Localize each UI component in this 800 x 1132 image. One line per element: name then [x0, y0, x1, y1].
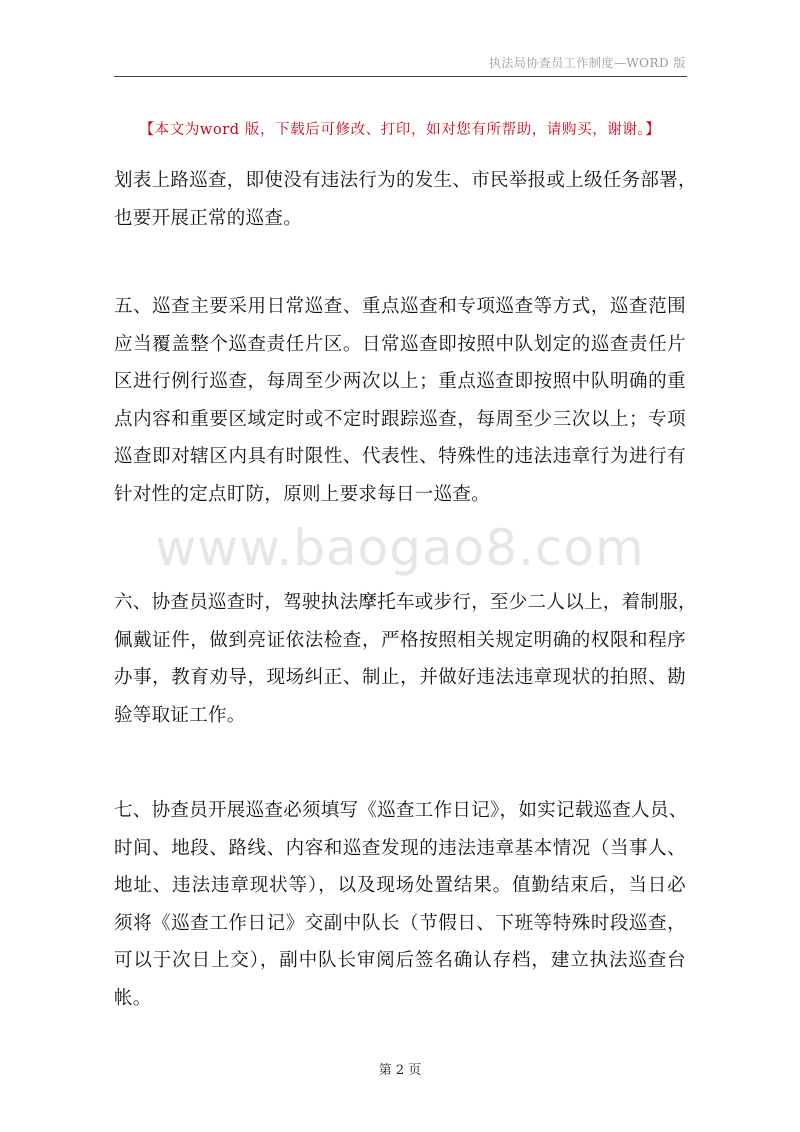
paragraph-item-seven [114, 792, 686, 1017]
paragraph-line: 也要开展正常的巡查。 [114, 207, 303, 229]
paragraph-line: 五、巡查主要采用日常巡查、重点巡查和专项巡查等方式，巡查范围 [114, 296, 686, 317]
header-divider [114, 76, 687, 77]
paragraph-item-five [114, 288, 686, 513]
running-header: 执法局协查员工作制度—WORD 版 [488, 56, 686, 70]
paragraph-item-six [114, 584, 697, 734]
paragraph-line: 验等取证工作。 [114, 704, 246, 726]
paragraph-line: 应当覆盖整个巡查责任片区。日常巡查即按照中队划定的巡查责任片 [114, 333, 686, 355]
paragraph-line: 须将《巡查工作日记》交副中队长（节假日、下班等特殊时段巡查， [114, 912, 686, 934]
paragraph-line: 办事，教育劝导，现场纠正、制止，并做好违法违章现状的拍照、勘 [114, 667, 686, 688]
paragraph-continuation [114, 162, 697, 237]
paragraph-line: 划表上路巡查，即使没有违法行为的发生、市民举报或上级任务部署， [114, 170, 697, 191]
paragraph-line: 点内容和重要区域定时或不定时跟踪巡查，每周至少三次以上；专项 [114, 408, 686, 430]
watermark: www.baogao8.com [155, 519, 645, 577]
paragraph-line: 区进行例行巡查，每周至少两次以上；重点巡查即按照中队明确的重 [114, 371, 686, 392]
paragraph-line: 佩戴证件，做到亮证依法检查，严格按照相关规定明确的权限和程序 [114, 629, 686, 651]
download-notice: 【本文为word 版，下载后可修改、打印，如对您有所帮助，请购买，谢谢。】 [139, 122, 661, 138]
paragraph-line: 巡查即对辖区内具有时限性、代表性、特殊性的违法违章行为进行有 [114, 446, 686, 467]
paragraph-line: 帐。 [114, 987, 152, 1009]
paragraph-line: 六、协查员巡查时，驾驶执法摩托车或步行，至少二人以上，着制服， [114, 592, 697, 613]
paragraph-line: 时间、地段、路线、内容和巡查发现的违法违章基本情况（当事人、 [114, 837, 686, 859]
page-number: 第 2 页 [378, 1063, 422, 1078]
paragraph-line: 地址、违法违章现状等），以及现场处置结果。值勤结束后，当日必 [114, 875, 686, 896]
paragraph-line: 可以于次日上交），副中队长审阅后签名确认存档，建立执法巡查台 [114, 950, 686, 971]
paragraph-line: 七、协查员开展巡查必须填写《巡查工作日记》，如实记载巡查人员、 [114, 800, 688, 821]
paragraph-line: 针对性的定点盯防，原则上要求每日一巡查。 [114, 483, 491, 505]
